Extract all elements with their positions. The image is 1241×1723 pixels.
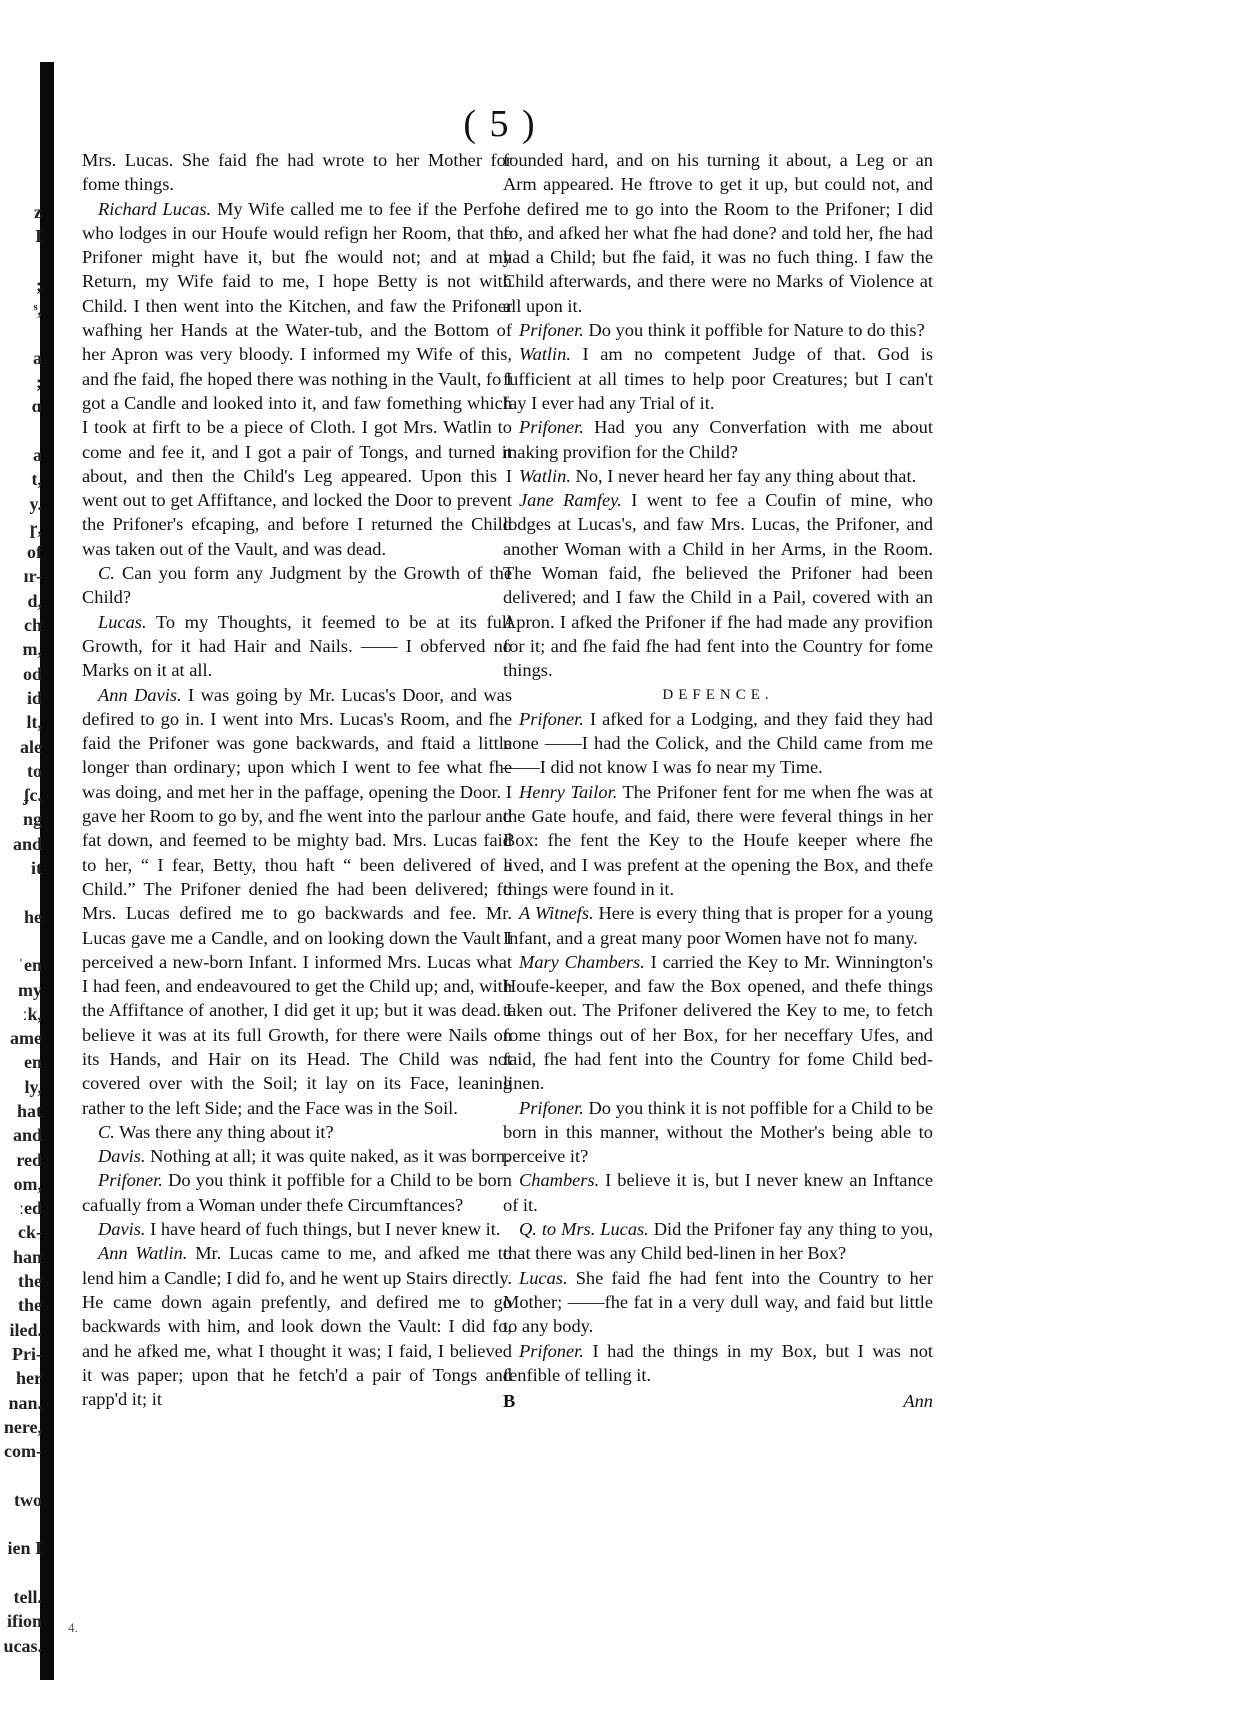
speaker-name: Watlin. bbox=[519, 344, 571, 365]
testimony-paragraph bbox=[503, 780, 933, 901]
testimony-paragraph bbox=[82, 1217, 512, 1241]
speaker-name: Richard Lucas. bbox=[98, 198, 212, 219]
testimony-text: No, I never heard her fay any thing about that. bbox=[570, 465, 917, 486]
margin-fragment: ly, bbox=[24, 1076, 42, 1097]
margin-fragment: red bbox=[16, 1149, 42, 1170]
margin-fragment: nan. bbox=[8, 1392, 42, 1413]
margin-fragment: ɼ, bbox=[29, 517, 42, 538]
testimony-text: Can you form any Judgment by the Growth of the Child? bbox=[82, 563, 512, 608]
testimony-text: I was going by Mr. Lucas's Door, and was defired to go in. I went into Mrs. Lucas's Room, and fhe faid the Prifoner was gone backwards, and ftaid a little longer than ordinary; upon which I went to fee what fhe was doing, and met her in the paffage, opening the Door. I gave her Room to go by, and fhe went into the parlour and fat down, and feemed to be mighty bad. Mrs. Lucas faid to her, “ I fear, Betty, thou haft “ been delivered of a Child.” The Prifoner denied fhe had been delivered; fo Mrs. Lucas defired me to go backwards and fee. Mr. Lucas gave me a Candle, and on looking down the Vault I perceived a new-born Infant. I informed Mrs. Lucas what I had feen, and endeavoured to get the Child up; and, with the Affiftance of another, I did get it up; but it was dead. I believe it was at its full Growth, for there were Nails on its Hands, and Hair on its Head. The Child was not covered over with the Soil; it lay on its Face, leaning rather to the left Side; and the Face was in the Soil. bbox=[82, 684, 512, 1118]
margin-fragment: of bbox=[27, 542, 42, 563]
testimony-paragraph bbox=[82, 197, 512, 561]
margin-fragment: t, bbox=[31, 469, 42, 490]
margin-fragment bbox=[2, 419, 42, 443]
margin-fragment: Pri- bbox=[12, 1343, 42, 1364]
testimony-paragraph bbox=[503, 901, 933, 950]
margin-fragment: the bbox=[18, 1271, 42, 1292]
margin-fragment: om, bbox=[13, 1173, 42, 1194]
margin-fragment: ale bbox=[20, 736, 42, 757]
testimony-text: Had you any Converfation with me about making provifion for the Child? bbox=[503, 417, 933, 462]
testimony-text: Did the Prifoner fay any thing to you, that there was any Child bed-linen in her Box? bbox=[503, 1219, 933, 1264]
testimony-text: Do you think it poffible for Nature to do this? bbox=[583, 320, 925, 341]
margin-fragment: z bbox=[34, 202, 42, 222]
margin-fragment: ; bbox=[36, 274, 42, 295]
testimony-text: Do you think it is not poffible for a Child to be born in this manner, without the Mother's being able to perceive it? bbox=[503, 1097, 933, 1167]
margin-fragment: her bbox=[16, 1368, 42, 1389]
testimony-text: The Prifoner fent for me when fhe was at the Gate houfe, and faid, there were feveral things in her Box: fhe fent the Key to the Houfe keeper where fhe lived, and I was prefent at the opening the Box, and thefe things were found in it. bbox=[503, 781, 933, 899]
margin-fragment: tell. bbox=[13, 1586, 42, 1607]
margin-fragment: hat bbox=[16, 1100, 42, 1121]
testimony-paragraph bbox=[503, 1339, 933, 1388]
speaker-name: A Witnefs. bbox=[519, 903, 594, 924]
testimony-text: Mrs. Lucas. She faid fhe had wrote to her Mother for fome things. bbox=[82, 150, 512, 195]
margin-fragment bbox=[2, 929, 42, 953]
margin-fragment: od bbox=[22, 663, 42, 684]
margin-fragment: he bbox=[24, 906, 42, 927]
margin-fragment bbox=[2, 1463, 42, 1487]
facing-page-margin bbox=[2, 200, 42, 1658]
testimony-paragraph bbox=[503, 707, 933, 780]
speaker-name: Henry Tailor. bbox=[519, 781, 618, 802]
testimony-text: I had the things in my Box, but I was not fenfible of telling it. bbox=[503, 1340, 933, 1385]
testimony-text: Nothing at all; it was quite naked, as it was born. bbox=[145, 1146, 510, 1167]
margin-fragment: ien I bbox=[7, 1538, 42, 1559]
testimony-text: I am no competent Judge of that. God is fufficient at all times to help poor Creatures; but I can't fay I ever had any Trial of it. bbox=[503, 344, 933, 413]
testimony-paragraph bbox=[503, 1217, 933, 1266]
margin-fragment: and bbox=[12, 833, 42, 854]
speaker-name: Davis. bbox=[98, 1146, 146, 1167]
testimony-paragraph bbox=[503, 950, 933, 1096]
speaker-name: Ann Watlin. bbox=[98, 1243, 188, 1264]
page-number: ( 5 ) bbox=[463, 103, 537, 145]
speaker-name: Prifoner. bbox=[98, 1170, 163, 1191]
margin-fragment: a bbox=[33, 347, 42, 368]
testimony-text: My Wife called me to fee if the Perfon who lodges in our Houfe would refign her Room, that the Prifoner might have it, but fhe would not; and at my Return, my Wife faid to me, I hope Betty is not with Child. I then went into the Kitchen, and faw the Prifoner wafhing her Hands at the Water-tub, and the Bottom of her Apron was very bloody. I informed my Wife of this, and fhe faid, fhe hoped there was nothing in the Vault, fo I got a Candle and looked into it, and faw fomething which I took at firft to be a piece of Cloth. I got Mrs. Watlin to come and fee it, and I got a pair of Tongs, and turned it about, and then the Child's Leg appeared. Upon this I went out to get Affiftance, and locked the Door to prevent the Prifoner's efcaping, and before I returned the Child was taken out of the Vault, and was dead. bbox=[82, 198, 513, 559]
signature-mark: B bbox=[503, 1391, 516, 1412]
margin-fragment: ucas. bbox=[3, 1635, 42, 1656]
testimony-paragraph bbox=[503, 342, 933, 415]
margin-fragment: it bbox=[31, 858, 42, 879]
testimony-text: I afked for a Lodging, and they faid they had none ——I had the Colick, and the Child came from me——I did not know I was fo near my Time. bbox=[503, 708, 933, 778]
margin-fragment: ; bbox=[36, 372, 42, 393]
testimony-paragraph bbox=[82, 1120, 512, 1144]
margin-fragment: and bbox=[12, 1125, 42, 1146]
speaker-name: Ann Davis. bbox=[98, 684, 182, 705]
testimony-paragraph bbox=[503, 148, 933, 318]
speaker-name: Lucas. bbox=[98, 611, 147, 632]
margin-fragment: ɑ bbox=[31, 396, 42, 417]
margin-fragment bbox=[2, 249, 42, 273]
testimony-paragraph bbox=[82, 1144, 512, 1168]
speaker-name: Jane Ramfey. bbox=[519, 490, 622, 511]
catchword: Ann bbox=[903, 1391, 933, 1412]
speaker-name: Chambers. bbox=[519, 1170, 600, 1191]
testimony-paragraph bbox=[82, 148, 512, 197]
margin-fragment bbox=[2, 321, 42, 345]
testimony-paragraph bbox=[82, 683, 512, 1120]
margin-fragment bbox=[2, 1512, 42, 1536]
margin-fragment bbox=[2, 1561, 42, 1585]
margin-fragment: my bbox=[18, 979, 42, 1000]
margin-fragment: ˢ, bbox=[33, 299, 42, 320]
speaker-name: Q. to Mrs. Lucas. bbox=[519, 1219, 649, 1240]
speaker-name: Lucas. bbox=[519, 1267, 568, 1288]
stray-mark: 4. bbox=[68, 1620, 78, 1635]
testimony-text: I went to fee a Coufin of mine, who lodges at Lucas's, and faw Mrs. Lucas, the Prifoner, and another Woman with a Child in her Arms, in the Room. The Woman faid, fhe believed the Prifoner had been delivered; and I faw the Child in a Pail, covered with an Apron. I afked the Prifoner if fhe had made any provifion for it; and fhe faid fhe had fent into the Country for fome things. bbox=[503, 490, 933, 681]
margin-fragment: two bbox=[14, 1489, 42, 1510]
margin-fragment: ʄc. bbox=[23, 785, 42, 806]
margin-fragment: a bbox=[33, 444, 42, 465]
margin-fragment: ːk, bbox=[22, 1003, 42, 1024]
margin-fragment: nere, bbox=[3, 1416, 42, 1437]
margin-fragment: iled. bbox=[9, 1319, 42, 1340]
testimony-paragraph bbox=[503, 1096, 933, 1169]
speaker-name: Prifoner. bbox=[519, 417, 584, 438]
margin-fragment: ːed bbox=[18, 1198, 42, 1219]
margin-fragment: to bbox=[27, 760, 42, 781]
speaker-name: Watlin. bbox=[519, 465, 571, 486]
speaker-name: Davis. bbox=[98, 1219, 146, 1240]
margin-fragment: y. bbox=[29, 493, 42, 514]
margin-fragment: d, bbox=[27, 590, 42, 611]
margin-fragment: ng bbox=[22, 809, 42, 830]
margin-fragment: m, bbox=[22, 639, 42, 660]
speaker-name: Mary Chambers. bbox=[519, 951, 645, 972]
margin-fragment: lt, bbox=[26, 712, 42, 733]
testimony-paragraph bbox=[503, 464, 933, 488]
testimony-paragraph bbox=[503, 1168, 933, 1217]
testimony-text: I believe it is, but I never knew an Inftance of it. bbox=[503, 1170, 933, 1215]
speaker-name: Prifoner. bbox=[519, 1340, 584, 1361]
speaker-name: Prifoner. bbox=[519, 320, 584, 341]
testimony-paragraph bbox=[82, 1168, 512, 1217]
margin-fragment: ck- bbox=[18, 1222, 42, 1243]
margin-fragment bbox=[2, 880, 42, 904]
testimony-paragraph bbox=[82, 1241, 512, 1411]
testimony-text: To my Thoughts, it feemed to be at its full Growth, for it had Hair and Nails. —— I obferved no Marks on it at all. bbox=[82, 611, 512, 681]
testimony-text: She faid fhe had fent into the Country to her Mother; ——fhe fat in a very dull way, and faid but little to any body. bbox=[503, 1267, 933, 1337]
page-footer bbox=[503, 1389, 933, 1413]
margin-fragment: ifion bbox=[6, 1611, 42, 1632]
testimony-text: Here is every thing that is proper for a young Infant, and a great many poor Women have not fo many. bbox=[503, 903, 934, 948]
margin-fragment: ˈen bbox=[18, 955, 42, 976]
section-heading: DEFENCE. bbox=[662, 686, 774, 703]
margin-fragment: the bbox=[18, 1295, 42, 1316]
margin-fragment: id bbox=[26, 687, 42, 708]
speaker-name: C. bbox=[98, 563, 115, 584]
margin-fragment: ɪr- bbox=[23, 566, 42, 587]
margin-fragment: ame bbox=[10, 1028, 42, 1049]
testimony-paragraph bbox=[503, 488, 933, 682]
right-column bbox=[503, 148, 933, 1413]
binding-shadow bbox=[40, 62, 54, 1680]
testimony-text: Was there any thing about it? bbox=[114, 1121, 334, 1142]
margin-fragment: ch bbox=[24, 615, 42, 636]
testimony-paragraph bbox=[503, 318, 933, 342]
speaker-name: Prifoner. bbox=[519, 1097, 584, 1118]
margin-fragment: han bbox=[12, 1246, 42, 1267]
testimony-paragraph bbox=[82, 561, 512, 610]
margin-fragment: I bbox=[34, 226, 42, 247]
testimony-text: Mr. Lucas came to me, and afked me to lend him a Candle; I did fo, and he went up Stairs directly. He came down again prefently, and defired me to go backwards with him, and look down the Vault: I did fo, and he afked me, what I thought it was; I faid, I believed it was paper; upon that he fetch'd a pair of Tongs and rapp'd it; it bbox=[82, 1243, 512, 1410]
margin-fragment: en bbox=[24, 1052, 42, 1073]
speaker-name: C. bbox=[98, 1121, 115, 1142]
margin-fragment: com- bbox=[4, 1441, 42, 1462]
speaker-name: Prifoner. bbox=[519, 708, 584, 729]
testimony-text: founded hard, and on his turning it about, a Leg or an Arm appeared. He ftrove to get it up, but could not, and he defired me to go into the Room to the Prifoner; I did fo, and afked her what fhe had done? and told her, fhe had had a Child; but fhe faid, it was no fuch thing. I faw the Child afterwards, and there were no Marks of Violence at all upon it. bbox=[503, 150, 933, 316]
testimony-text: Do you think it poffible for a Child to be born cafually from a Woman under thefe Circumftances? bbox=[82, 1170, 512, 1215]
testimony-paragraph bbox=[503, 415, 933, 464]
testimony-paragraph bbox=[82, 610, 512, 683]
testimony-paragraph bbox=[503, 1266, 933, 1339]
testimony-text: I have heard of fuch things, but I never knew it. bbox=[145, 1219, 501, 1240]
left-column bbox=[82, 148, 512, 1411]
testimony-text: I carried the Key to Mr. Winnington's Houfe-keeper, and faw the Box opened, and thefe things taken out. The Prifoner delivered the Key to me, to fetch fome things out of her Box, for her neceffary Ufes, and faid, fhe had fent into the Country for fome Child bed-linen. bbox=[503, 951, 933, 1094]
